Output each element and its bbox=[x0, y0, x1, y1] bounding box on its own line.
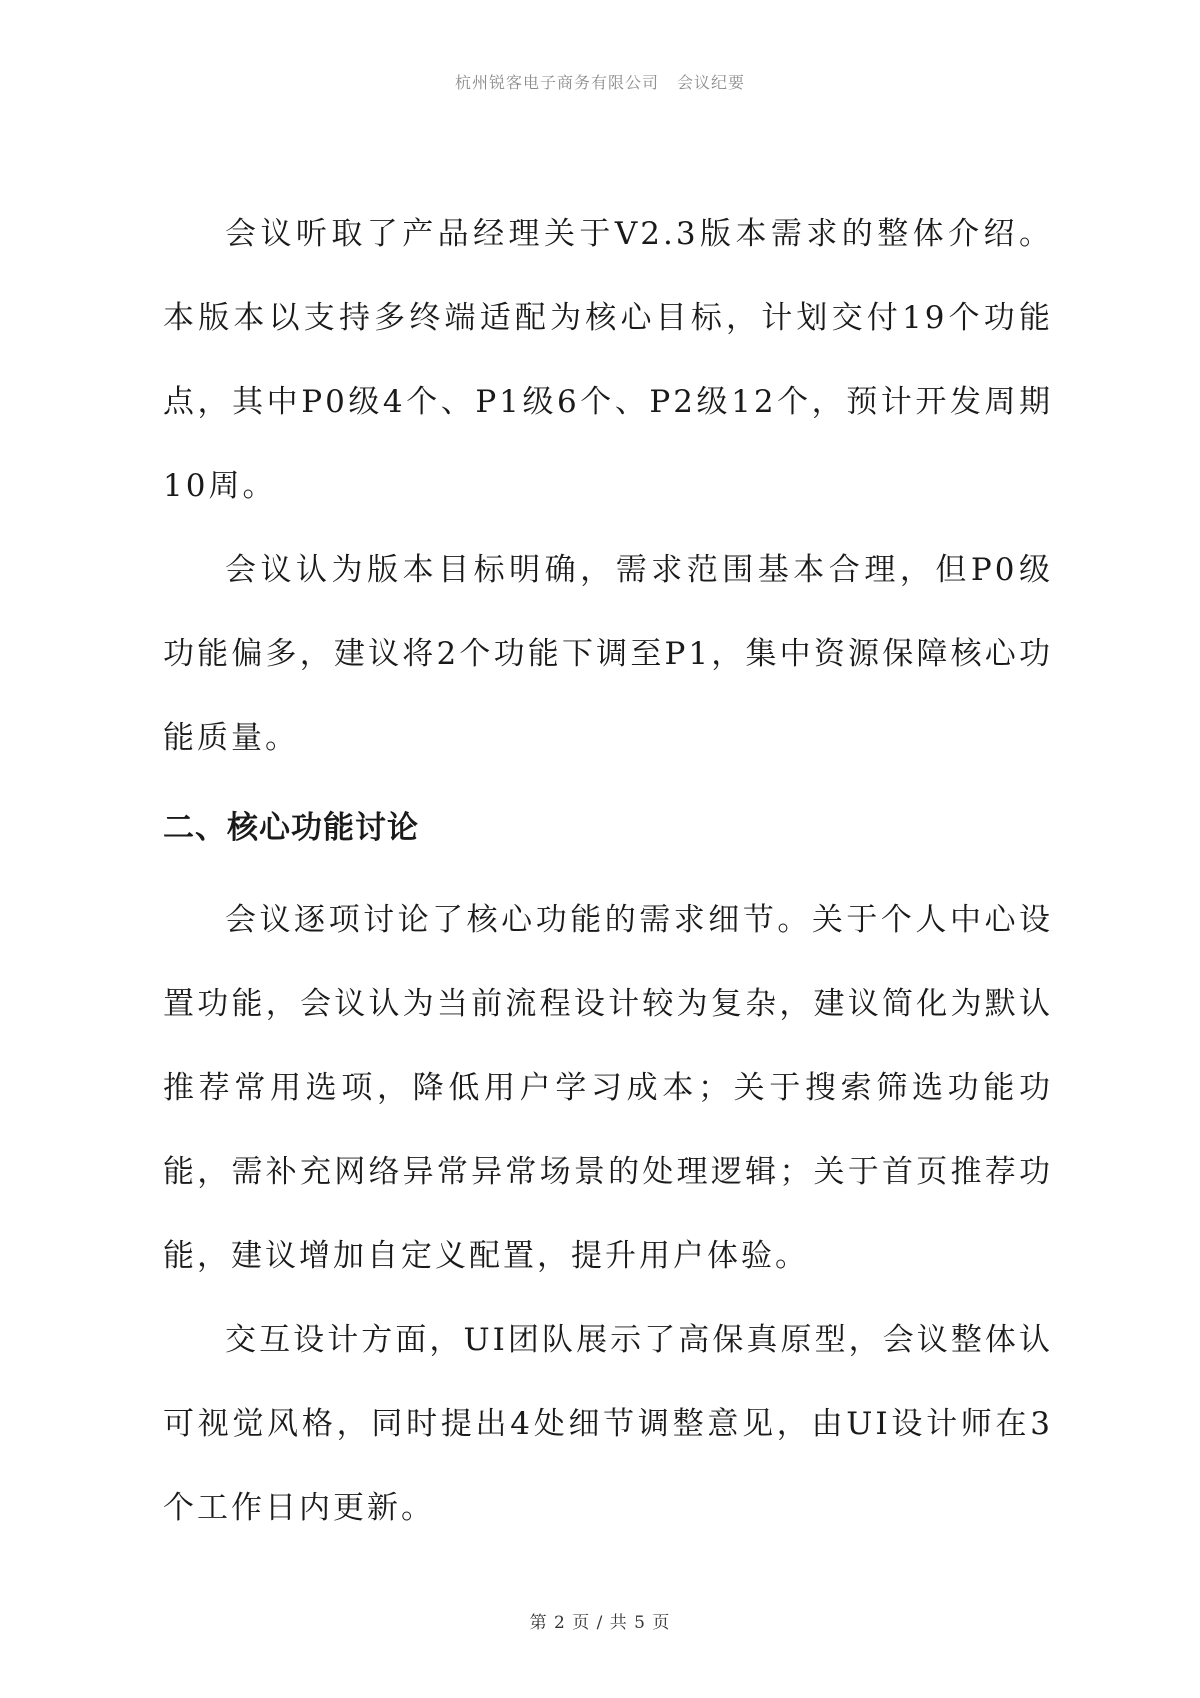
page-number: 第 2 页 / 共 5 页 bbox=[529, 1613, 671, 1633]
document-body bbox=[163, 192, 1053, 1550]
header-doc-type: 会议纪要 bbox=[677, 73, 746, 92]
section-heading: 二、核心功能讨论 bbox=[163, 810, 419, 846]
paragraph: 交互设计方面，UI团队展示了高保真原型，会议整体认可视觉风格，同时提出4处细节调整意见，由UI设计师在3个工作日内更新。 bbox=[163, 1322, 1053, 1526]
header-company: 杭州锐客电子商务有限公司 bbox=[454, 73, 659, 92]
page-header bbox=[0, 70, 1200, 93]
paragraph: 会议听取了产品经理关于V2.3版本需求的整体介绍。本版本以支持多终端适配为核心目标，计划交付19个功能点，其中P0级4个、P1级6个、P2级12个，预计开发周期10周。 bbox=[163, 216, 1053, 504]
paragraph: 会议认为版本目标明确，需求范围基本合理，但P0级功能偏多，建议将2个功能下调至P1，集中资源保障核心功能质量。 bbox=[163, 552, 1053, 756]
paragraph: 会议逐项讨论了核心功能的需求细节。关于个人中心设置功能，会议认为当前流程设计较为复杂，建议简化为默认推荐常用选项，降低用户学习成本；关于搜索筛选功能功能，需补充网络异常异常场景的处理逻辑；关于首页推荐功能，建议增加自定义配置，提升用户体验。 bbox=[163, 902, 1053, 1274]
